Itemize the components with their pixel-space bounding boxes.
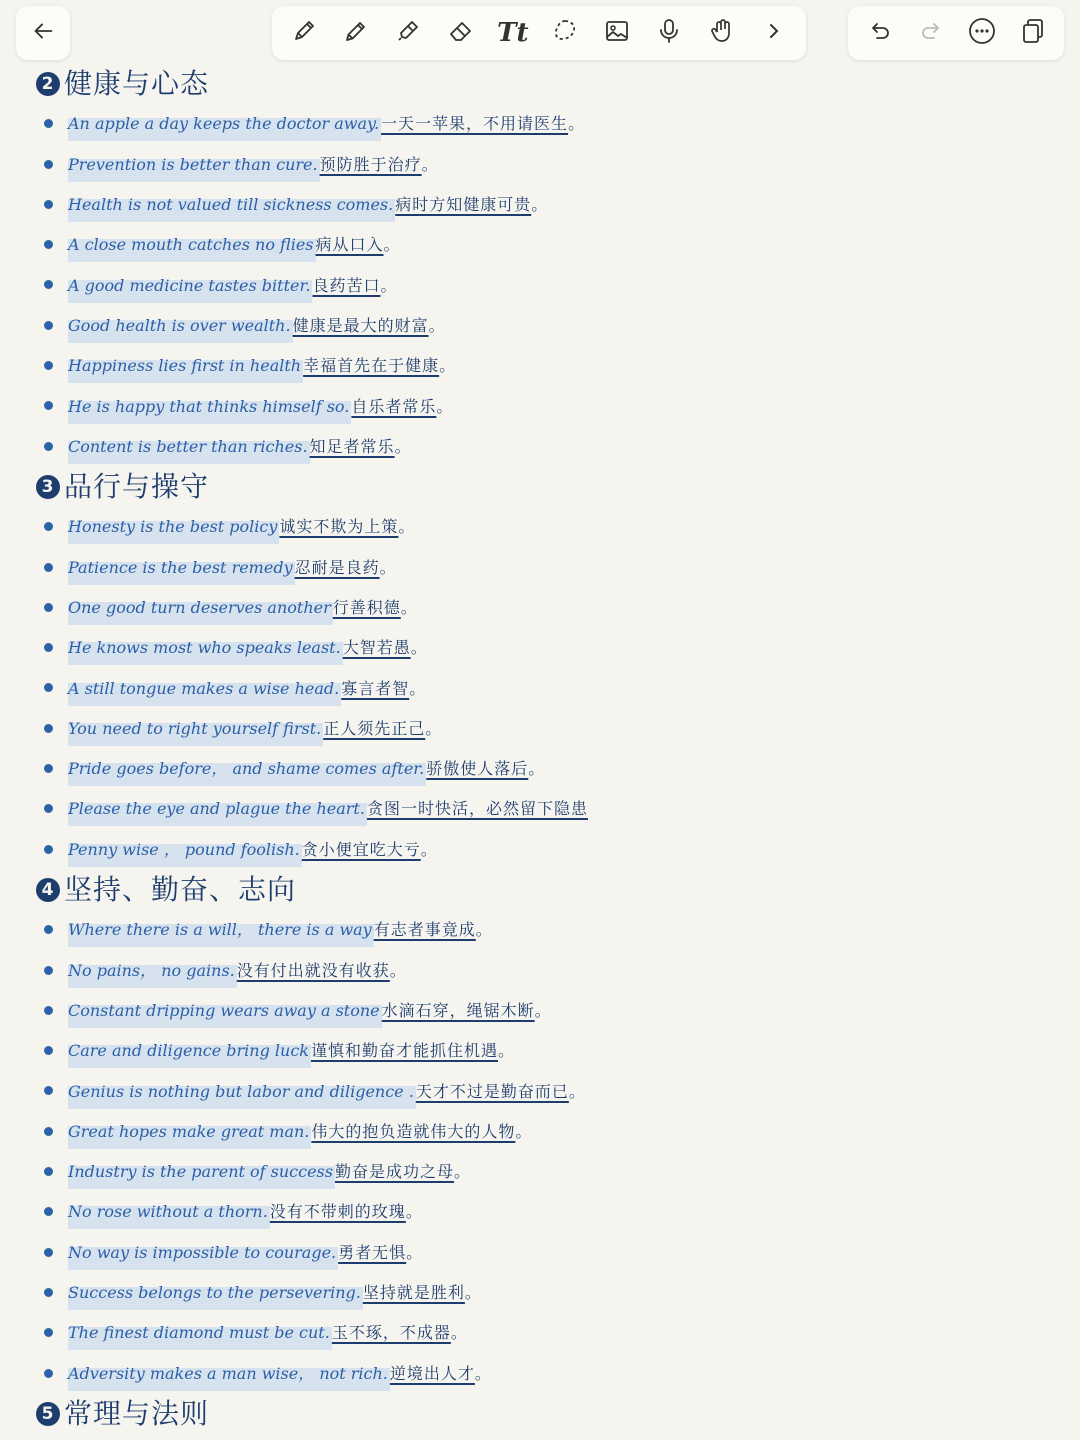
proverb-item	[0, 185, 1080, 225]
bullet-dot	[44, 119, 53, 128]
chinese-translation: 勤奋是成功之母	[334, 1162, 454, 1182]
sentence-end: 。	[515, 1121, 532, 1141]
bullet-dot	[44, 1248, 53, 1257]
proverb-item	[0, 951, 1080, 991]
chinese-translation: 贪图一时快活，必然留下隐患	[366, 799, 588, 819]
bullet-dot	[44, 522, 53, 531]
chinese-translation: 预防胜于治疗	[319, 154, 422, 174]
english-proverb: Constant dripping wears away a stone	[68, 991, 382, 1031]
sentence-end: 。	[383, 235, 400, 255]
bullet-dot	[44, 1369, 53, 1378]
undo-button[interactable]	[860, 13, 900, 53]
proverb-item	[0, 749, 1080, 789]
proverb-item	[0, 145, 1080, 185]
sentence-end: 。	[421, 154, 438, 174]
bullet-dot	[44, 603, 53, 612]
chinese-translation: 忍耐是良药	[294, 557, 380, 577]
chinese-translation: 一天一苹果，不用请医生	[381, 114, 569, 134]
arrow-left-icon	[29, 17, 57, 49]
proverb-item	[0, 588, 1080, 628]
chinese-translation: 水滴石穿，绳锯木断	[381, 1000, 535, 1020]
section-title: 健康与心态	[64, 67, 210, 101]
highlighter-tool[interactable]	[388, 13, 428, 53]
english-proverb: Pride goes before， and shame comes after.	[68, 749, 426, 789]
more-tools-button[interactable]	[754, 13, 794, 53]
bullet-dot	[44, 361, 53, 370]
proverb-item	[0, 1031, 1080, 1071]
sentence-end: 。	[394, 436, 411, 456]
chinese-translation: 知足者常乐	[309, 436, 395, 456]
english-proverb: A close mouth catches no flies	[68, 225, 316, 265]
bullet-dot	[44, 724, 53, 733]
proverb-item	[0, 1112, 1080, 1152]
english-proverb: No rose without a thorn.	[68, 1192, 270, 1232]
proverb-item	[0, 910, 1080, 950]
highlighter-icon	[393, 16, 423, 50]
back-button[interactable]	[16, 6, 70, 60]
section-heading	[0, 1394, 1080, 1434]
chinese-translation: 行善积德	[332, 598, 401, 617]
proverb-item	[0, 346, 1080, 386]
pages-button[interactable]	[1013, 13, 1053, 53]
chinese-translation: 贪小便宜吃大亏	[301, 839, 421, 859]
proverb-item	[0, 628, 1080, 668]
section-number: 3	[36, 475, 60, 499]
sentence-end: 。	[474, 1363, 491, 1383]
proverb-item	[0, 1233, 1080, 1273]
bullet-dot	[44, 1046, 53, 1055]
english-proverb: An apple a day keeps the doctor away.	[68, 104, 381, 144]
section-title: 坚持、勤奋、志向	[64, 873, 297, 907]
bullet-dot	[44, 280, 53, 289]
proverb-item	[0, 507, 1080, 547]
lasso-tool[interactable]	[545, 13, 585, 53]
chinese-translation: 病从口入	[315, 235, 384, 255]
english-proverb: Penny wise ， pound foolish.	[68, 830, 302, 870]
bullet-dot	[44, 1086, 53, 1095]
english-proverb: He is happy that thinks himself so.	[68, 387, 351, 427]
bullet-dot	[44, 160, 53, 169]
english-proverb: Happiness lies first in health	[68, 346, 303, 386]
chinese-translation: 天才不过是勤奋而已	[415, 1081, 569, 1101]
proverb-item	[0, 386, 1080, 426]
hand-tool[interactable]	[702, 13, 742, 53]
section-heading	[0, 64, 1080, 104]
chinese-translation: 大智若愚	[342, 638, 411, 658]
sentence-end: 。	[405, 1202, 422, 1222]
sentence-end: 。	[420, 839, 437, 859]
microphone-tool[interactable]	[649, 13, 689, 53]
bullet-dot	[44, 966, 53, 975]
sentence-end: 。	[439, 356, 456, 376]
section-number: 4	[36, 878, 60, 902]
section-number: 5	[36, 1402, 60, 1426]
bullet-dot	[44, 442, 53, 451]
english-proverb: No pains， no gains.	[68, 951, 237, 991]
section-heading	[0, 870, 1080, 910]
redo-icon	[916, 16, 946, 50]
bullet-dot	[44, 200, 53, 209]
sentence-end: 。	[436, 396, 453, 416]
english-proverb: A still tongue makes a wise head.	[68, 669, 341, 709]
eraser-tool[interactable]	[441, 13, 481, 53]
text-icon: Tt	[497, 18, 529, 48]
english-proverb: Genius is nothing but labor and diligence .	[68, 1072, 416, 1112]
chinese-translation: 正人须先正己	[323, 718, 426, 738]
pencil-tool[interactable]	[336, 13, 376, 53]
bullet-dot	[44, 1127, 53, 1136]
section-title: 常理与法则	[64, 1396, 210, 1430]
note-page	[0, 64, 1080, 1434]
bullet-dot	[44, 845, 53, 854]
image-icon	[602, 16, 632, 50]
proverb-item	[0, 1273, 1080, 1313]
proverb-item	[0, 104, 1080, 144]
sentence-end: 。	[528, 759, 545, 779]
bullet-dot	[44, 1006, 53, 1015]
sentence-end: 。	[400, 598, 417, 617]
proverb-item	[0, 668, 1080, 708]
proverb-item	[0, 548, 1080, 588]
sentence-end: 。	[454, 1162, 471, 1182]
chinese-translation: 勇者无惧	[338, 1242, 407, 1262]
sentence-end: 。	[475, 920, 492, 940]
bullet-dot	[44, 1288, 53, 1297]
sentence-end: 。	[464, 1283, 481, 1303]
pages-icon	[1018, 16, 1048, 50]
sentence-end: 。	[568, 114, 585, 134]
proverb-item	[0, 1192, 1080, 1232]
chinese-translation: 伟大的抱负造就伟大的人物	[311, 1121, 516, 1141]
bullet-dot	[44, 764, 53, 773]
english-proverb: Content is better than riches.	[68, 427, 310, 467]
sentence-end: 。	[410, 638, 427, 658]
english-proverb: You need to right yourself first.	[68, 709, 323, 749]
chinese-translation: 健康是最大的财富	[292, 315, 429, 335]
bullet-dot	[44, 804, 53, 813]
sentence-end: 。	[425, 718, 442, 738]
chinese-translation: 幸福首先在于健康	[303, 356, 440, 376]
microphone-icon	[654, 16, 684, 50]
lasso-icon	[550, 16, 580, 50]
bullet-dot	[44, 643, 53, 652]
english-proverb: Where there is a will， there is a way	[68, 910, 374, 950]
proverb-item	[0, 1071, 1080, 1111]
chinese-translation: 谨慎和勤奋才能抓住机遇	[311, 1041, 499, 1061]
chinese-translation: 有志者事竟成	[373, 920, 476, 940]
bullet-dot	[44, 401, 53, 410]
sentence-end: 。	[398, 517, 415, 537]
sentence-end: 。	[389, 960, 406, 980]
section-heading	[0, 467, 1080, 507]
english-proverb: He knows most who speaks least.	[68, 628, 343, 668]
english-proverb: One good turn deserves another	[68, 588, 333, 628]
proverb-item	[0, 1152, 1080, 1192]
proverb-item	[0, 991, 1080, 1031]
sentence-end: 。	[428, 315, 445, 335]
proverb-item	[0, 265, 1080, 305]
chinese-translation: 良药苦口	[312, 275, 381, 295]
bullet-dot	[44, 321, 53, 330]
redo-button[interactable]	[911, 13, 951, 53]
proverb-item	[0, 1354, 1080, 1394]
chinese-translation: 玉不琢，不成器	[331, 1323, 451, 1343]
bullet-dot	[44, 1167, 53, 1176]
bullet-dot	[44, 240, 53, 249]
proverb-item	[0, 789, 1080, 829]
english-proverb: Health is not valued till sickness comes.	[68, 185, 395, 225]
english-proverb: Great hopes make great man.	[68, 1112, 311, 1152]
proverb-item	[0, 830, 1080, 870]
bullet-dot	[44, 1328, 53, 1337]
sentence-end: 。	[379, 557, 396, 577]
hand-icon	[707, 16, 737, 50]
chinese-translation: 自乐者常乐	[351, 396, 437, 416]
sentence-end: 。	[531, 195, 548, 215]
drawing-toolbar	[272, 6, 806, 60]
chevron-right-icon	[759, 16, 789, 50]
chinese-translation: 诚实不欺为上策	[279, 517, 399, 537]
bullet-dot	[44, 925, 53, 934]
english-proverb: Adversity makes a man wise， not rich.	[68, 1354, 390, 1394]
chinese-translation: 寡言者智	[341, 678, 410, 698]
english-proverb: Care and diligence bring luck	[68, 1031, 311, 1071]
sentence-end: 。	[409, 678, 426, 698]
image-tool[interactable]	[597, 13, 637, 53]
section-title: 品行与操守	[64, 470, 210, 504]
english-proverb: Good health is over wealth.	[68, 306, 293, 346]
bullet-dot	[44, 683, 53, 692]
english-proverb: Prevention is better than cure.	[68, 145, 320, 185]
section-number: 2	[36, 72, 60, 96]
sentence-end: 。	[534, 1000, 551, 1020]
english-proverb: A good medicine tastes bitter.	[68, 266, 312, 306]
english-proverb: No way is impossible to courage.	[68, 1233, 338, 1273]
eraser-icon	[446, 16, 476, 50]
action-toolbar	[848, 6, 1064, 60]
proverb-item	[0, 709, 1080, 749]
proverb-item	[0, 306, 1080, 346]
english-proverb: Please the eye and plague the heart.	[68, 789, 367, 829]
english-proverb: Patience is the best remedy	[68, 548, 295, 588]
chinese-translation: 没有付出就没有收获	[236, 960, 390, 980]
sentence-end: 。	[406, 1242, 423, 1262]
text-tool[interactable]	[493, 13, 533, 53]
bullet-dot	[44, 1207, 53, 1216]
more-icon	[967, 16, 997, 50]
sentence-end: 。	[450, 1323, 467, 1343]
english-proverb: Industry is the parent of success	[68, 1152, 335, 1192]
pen-tool[interactable]	[284, 13, 324, 53]
chinese-translation: 坚持就是胜利	[362, 1283, 465, 1303]
english-proverb: The finest diamond must be cut.	[68, 1313, 332, 1353]
more-button[interactable]	[962, 13, 1002, 53]
chinese-translation: 骄傲使人落后	[426, 759, 529, 779]
sentence-end: 。	[498, 1041, 515, 1061]
proverb-item	[0, 427, 1080, 467]
english-proverb: Honesty is the best policy	[68, 507, 279, 547]
chinese-translation: 没有不带刺的玫瑰	[269, 1202, 406, 1222]
chinese-translation: 病时方知健康可贵	[395, 195, 532, 215]
proverb-item	[0, 225, 1080, 265]
pen-icon	[289, 16, 319, 50]
chinese-translation: 逆境出人才	[389, 1363, 475, 1383]
proverb-item	[0, 1313, 1080, 1353]
sentence-end: 。	[568, 1081, 585, 1101]
bullet-dot	[44, 563, 53, 572]
pencil-icon	[341, 16, 371, 50]
undo-icon	[865, 16, 895, 50]
sentence-end: 。	[380, 275, 397, 295]
english-proverb: Success belongs to the persevering.	[68, 1273, 363, 1313]
